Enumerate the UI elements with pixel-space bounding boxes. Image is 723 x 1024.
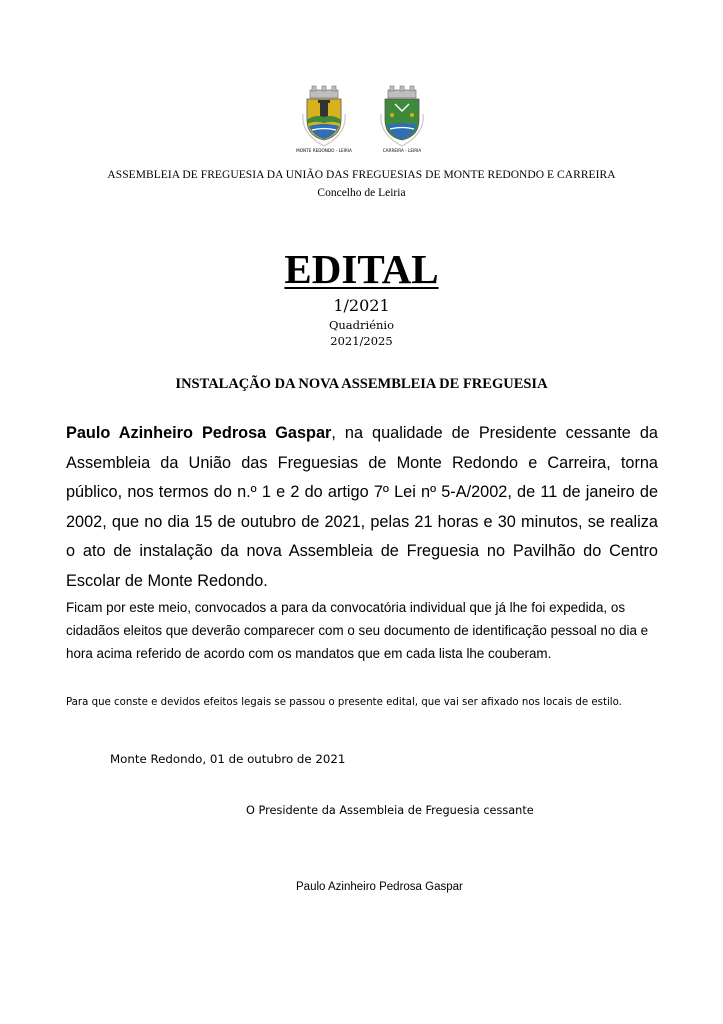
legal-note: Para que conste e devidos efeitos legais se passou o presente edital, que vai ser afixado nos locais de estilo. (66, 697, 622, 708)
crests-svg (295, 84, 431, 154)
notice-subject: INSTALAÇÃO DA NOVA ASSEMBLEIA DE FREGUESIA (175, 376, 548, 392)
crest-left-label: MONTE REDONDO - LEIRIA (296, 148, 352, 153)
place-and-date: Monte Redondo, 01 de outubro de 2021 (110, 752, 346, 766)
county-name: Concelho de Leiria (317, 187, 406, 199)
document-title: EDITAL (284, 246, 439, 292)
signatory-title: O Presidente da Assembleia de Freguesia cessante (246, 804, 534, 817)
convocation-paragraph: Ficam por este meio, convocados a para da convocatória individual que já lhe foi expedida, os cidadãos eleitos que deverão comparecer com o seu documento de identificação pessoal no dia e hora acima referido de acordo com os mandatos que em cada lista lhe couberam. (66, 600, 649, 662)
president-name: Paulo Azinheiro Pedrosa Gaspar (66, 424, 332, 442)
monte-redondo-crest-icon (296, 86, 352, 153)
carreira-crest-icon (381, 86, 423, 153)
term-label: Quadriénio (328, 318, 395, 332)
notice-number: 1/2021 (333, 296, 390, 315)
coats-of-arms (295, 84, 431, 154)
signatory-name: Paulo Azinheiro Pedrosa Gaspar (296, 881, 463, 893)
crest-right-label: CARREIRA - LEIRIA (382, 148, 422, 153)
term-years: 2021/2025 (330, 334, 393, 348)
main-paragraph (66, 419, 658, 597)
organization-name: ASSEMBLEIA DE FREGUESIA DA UNIÃO DAS FREGUESIAS DE MONTE REDONDO E CARREIRA (107, 169, 616, 181)
main-paragraph-text: , na qualidade de Presidente cessante da Assembleia da União das Freguesias de Monte Redondo e Carreira, torna público, nos termos do n.º 1 e 2 do artigo 7º Lei nº 5-A/2002, de 11 de janeiro de 2002, que no dia 15 de outubro de 2021, pelas 21 horas e 30 minutos, se realiza o ato de instalação da nova Assembleia de Freguesia no Pavilhão do Centro Escolar de Monte Redondo. (66, 424, 658, 590)
